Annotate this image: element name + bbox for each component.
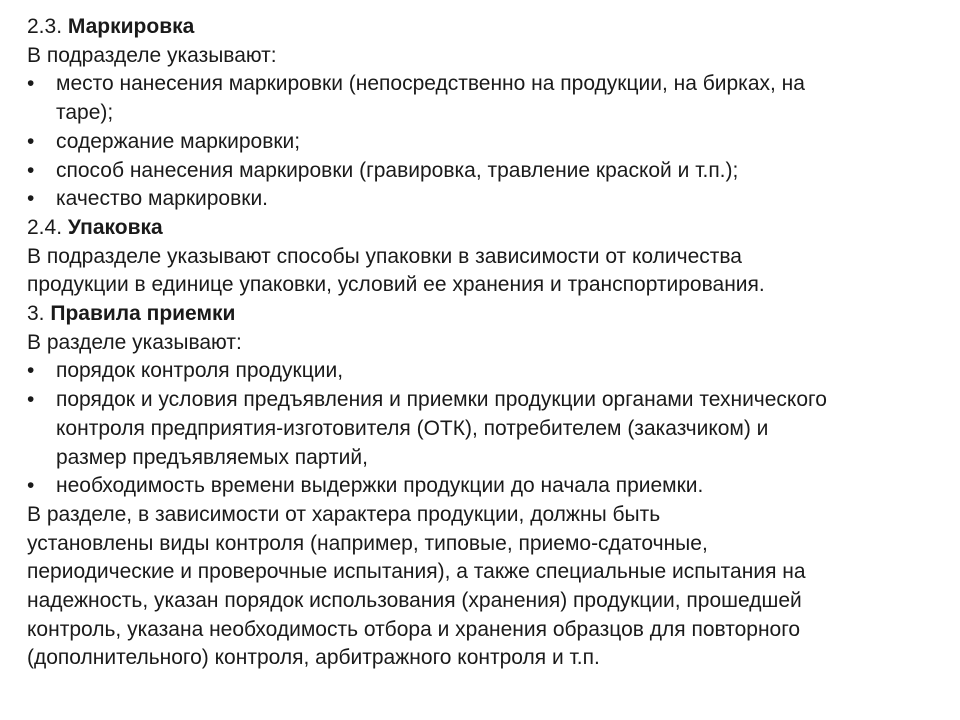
section-3-intro: В разделе указывают: [27,330,242,354]
section-2-3-title: Маркировка [67,15,195,38]
list-item [27,472,947,501]
list-item-text: порядок и условия предъявления и приемки продукции органами технического контроля предприятия-изготовителя (ОТК), потребителем (заказчиком) и размер предъявляемых партий, [56,388,827,469]
bullet-icon: • [27,359,35,383]
list-item [27,128,947,157]
bullet-icon: • [27,129,35,153]
section-2-4-number: 2.4. [27,215,68,239]
section-2-4-title: Упаковка [67,215,163,239]
bullet-icon: • [27,158,35,182]
section-2-4-body: В подразделе указывают способы упаковки в зависимости от количества продукции в единице упаковки, условий ее хранения и транспортирования. [27,244,765,297]
section-3-closing: В разделе, в зависимости от характера продукции, должны быть установлены виды контроля (например, типовые, приемо-сдаточные, периодические и проверочные испытания), а также специальные испытания на надежность, указан порядок использования (хранения) продукции, прошедшей контроль, указана необходимость отбора и хранения образцов для повторного (дополнительного) контроля, арбитражного контроля и т.п. [27,502,806,670]
list-item-text: место нанесения маркировки (непосредственно на продукции, на бирках, на таре); [56,72,805,125]
list-item-text: способ нанесения маркировки (гравировка, травление краской и т.п.); [56,158,739,182]
list-item [27,185,947,214]
section-3-number: 3. [27,302,51,326]
list-item-text: качество маркировки. [56,187,269,211]
section-3-title: Правила приемки [50,302,236,326]
section-2-4-heading [27,214,947,243]
bullet-icon: • [27,187,35,211]
bullet-icon: • [27,474,35,498]
list-item-text: необходимость времени выдержки продукции до начала приемки. [56,474,704,498]
slide-content [27,13,947,673]
section-2-3-number: 2.3. [27,15,68,38]
list-item [27,357,947,386]
section-3-list [27,357,947,501]
section-2-3-intro: В подразделе указывают: [27,43,277,67]
list-item [27,386,947,472]
list-item-text: порядок контроля продукции, [56,359,344,383]
section-2-3-heading [27,13,947,42]
bullet-icon: • [27,72,35,96]
list-item [27,70,947,127]
list-item [27,157,947,186]
list-item-text: содержание маркировки; [56,129,301,153]
section-2-3-list [27,70,947,214]
section-3-heading [27,300,947,329]
bullet-icon: • [27,388,35,412]
